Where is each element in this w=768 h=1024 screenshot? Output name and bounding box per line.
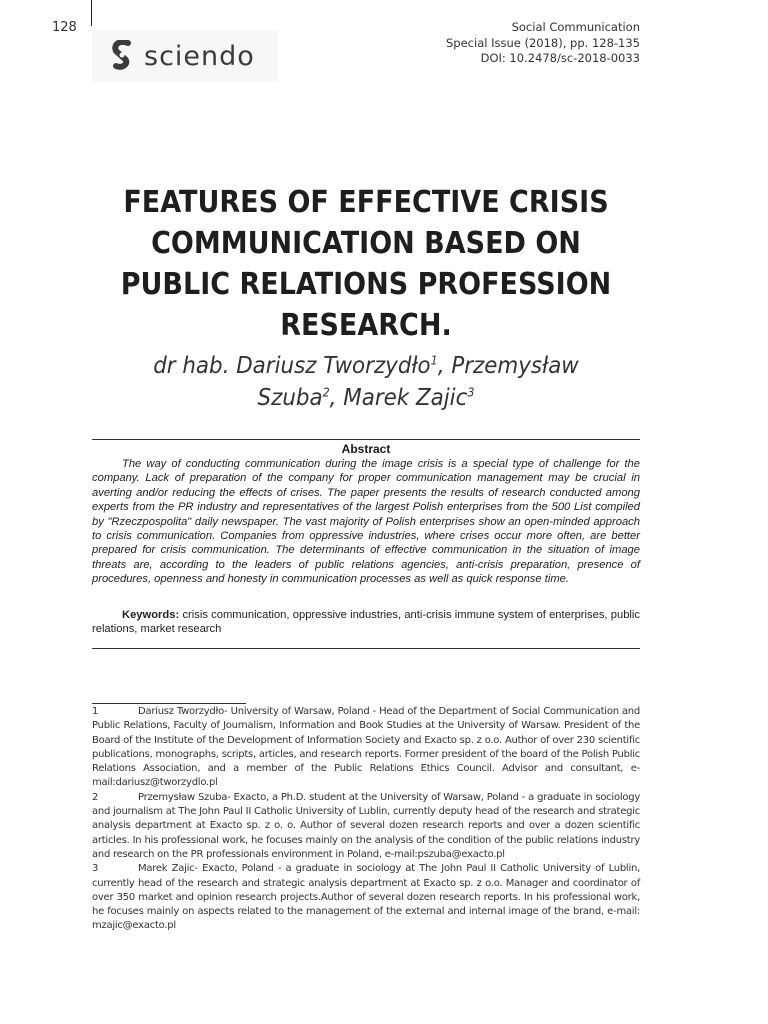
author-separator: , <box>329 385 344 411</box>
keywords-list: crisis communication, oppressive industries, anti-crisis immune system of enterprises, public relations, market research <box>92 609 640 636</box>
publisher-logo <box>92 30 278 82</box>
footnote-number: 2 <box>92 791 99 803</box>
logo-text: sciendo <box>144 40 255 72</box>
footnotes <box>92 705 640 934</box>
page-number: 128 <box>52 20 77 35</box>
author-name: dr hab. Dariusz Tworzydło <box>153 353 431 379</box>
journal-name: Social Communication <box>511 20 640 34</box>
article-title: FEATURES OF EFFECTIVE CRISIS COMMUNICATION BASED ON PUBLIC RELATIONS PROFESSION RESEARCH. <box>120 185 612 343</box>
abstract-heading: Abstract <box>341 442 391 456</box>
header-divider <box>91 0 92 26</box>
author-footnote-ref[interactable]: 3 <box>467 385 475 400</box>
sciendo-logo-icon <box>110 40 134 72</box>
journal-doi[interactable]: DOI: 10.2478/sc-2018-0033 <box>480 51 640 65</box>
keywords <box>92 608 640 637</box>
journal-info <box>446 20 640 67</box>
footnote-number: 1 <box>92 706 99 717</box>
footnote-text: Dariusz Tworzydło- University of Warsaw, Poland - Head of the Department of Social Communication and Public Relations, Faculty of Journalism, Information and Book Studies at the University of Warsaw. President of the Board of the Institute of the Development of Information Society and Exacto sp. z o.o. Author of over 230 scientific publications, monographs, scripts, articles, and research reports. Former president of the board of the Polish Public Relations Association, and a member of the Public Relations Ethics Council. Advisor and consultant, e-mail:dariusz@tworzydlo.pl <box>92 706 640 789</box>
article-authors <box>111 350 621 414</box>
abstract-bottom-rule <box>92 648 640 649</box>
author-footnote-ref[interactable]: 2 <box>322 385 330 400</box>
footnote-text: Marek Zajic- Exacto, Poland - a graduate in sociology at The John Paul II Catholic University of Lublin, currently head of the research and strategic analysis department at Exacto sp. z o.o. Manager and coordinator of over 350 market and opinion research projects.Author of several dozen research reports. In his professional work, he focuses mainly on aspects related to the management of the external and internal image of the brand, e-mail: mzajic@exacto.pl <box>92 863 640 932</box>
author-footnote-ref[interactable]: 1 <box>430 353 438 368</box>
footnote-divider <box>92 703 246 704</box>
author-name: Marek Zajic <box>343 385 468 411</box>
journal-issue: Special Issue (2018), pp. 128-135 <box>446 35 640 50</box>
footnote-number: 3 <box>92 863 99 875</box>
abstract-top-rule <box>92 439 640 440</box>
footnote <box>92 791 640 862</box>
footnote <box>92 705 640 791</box>
author-separator: , <box>437 353 452 379</box>
author-name: Przemysław Szuba <box>257 353 579 411</box>
abstract-text: The way of conducting communication during the image crisis is a special type of challenge for the company. Lack of preparation of the company for proper communication management may be crucial in averting and/or reducing the effects of crises. The paper presents the results of research conducted among experts from the PR industry and representatives of the largest Polish enterprises from the 500 List compiled by "Rzeczpospolita" daily newspaper. The vast majority of Polish enterprises show an open-minded approach to crisis communication. Companies from oppressive industries, where crises occur more often, are better prepared for crisis communication. The determinants of effective communication in the situation of image threats are, according to the leaders of public relations agencies, anti-crisis preparation, presence of procedures, openness and honesty in communication processes as well as quick response time. <box>92 458 640 586</box>
keywords-label: Keywords: <box>122 609 180 621</box>
footnote <box>92 862 640 933</box>
footnote-text: Przemysław Szuba- Exacto, a Ph.D. student at the University of Warsaw, Poland - a graduate in sociology and journalism at The John Paul II Catholic University of Lublin, currently deputy head of the research and strategic analysis department at Exacto sp. z o. o. Author of several dozen research reports and over a dozen scientific articles. In his professional work, he focuses mainly on the analysis of the condition of the public relations industry and research on the PR professionals environment in Poland, e-mail:pszuba@exacto.pl <box>92 791 640 860</box>
